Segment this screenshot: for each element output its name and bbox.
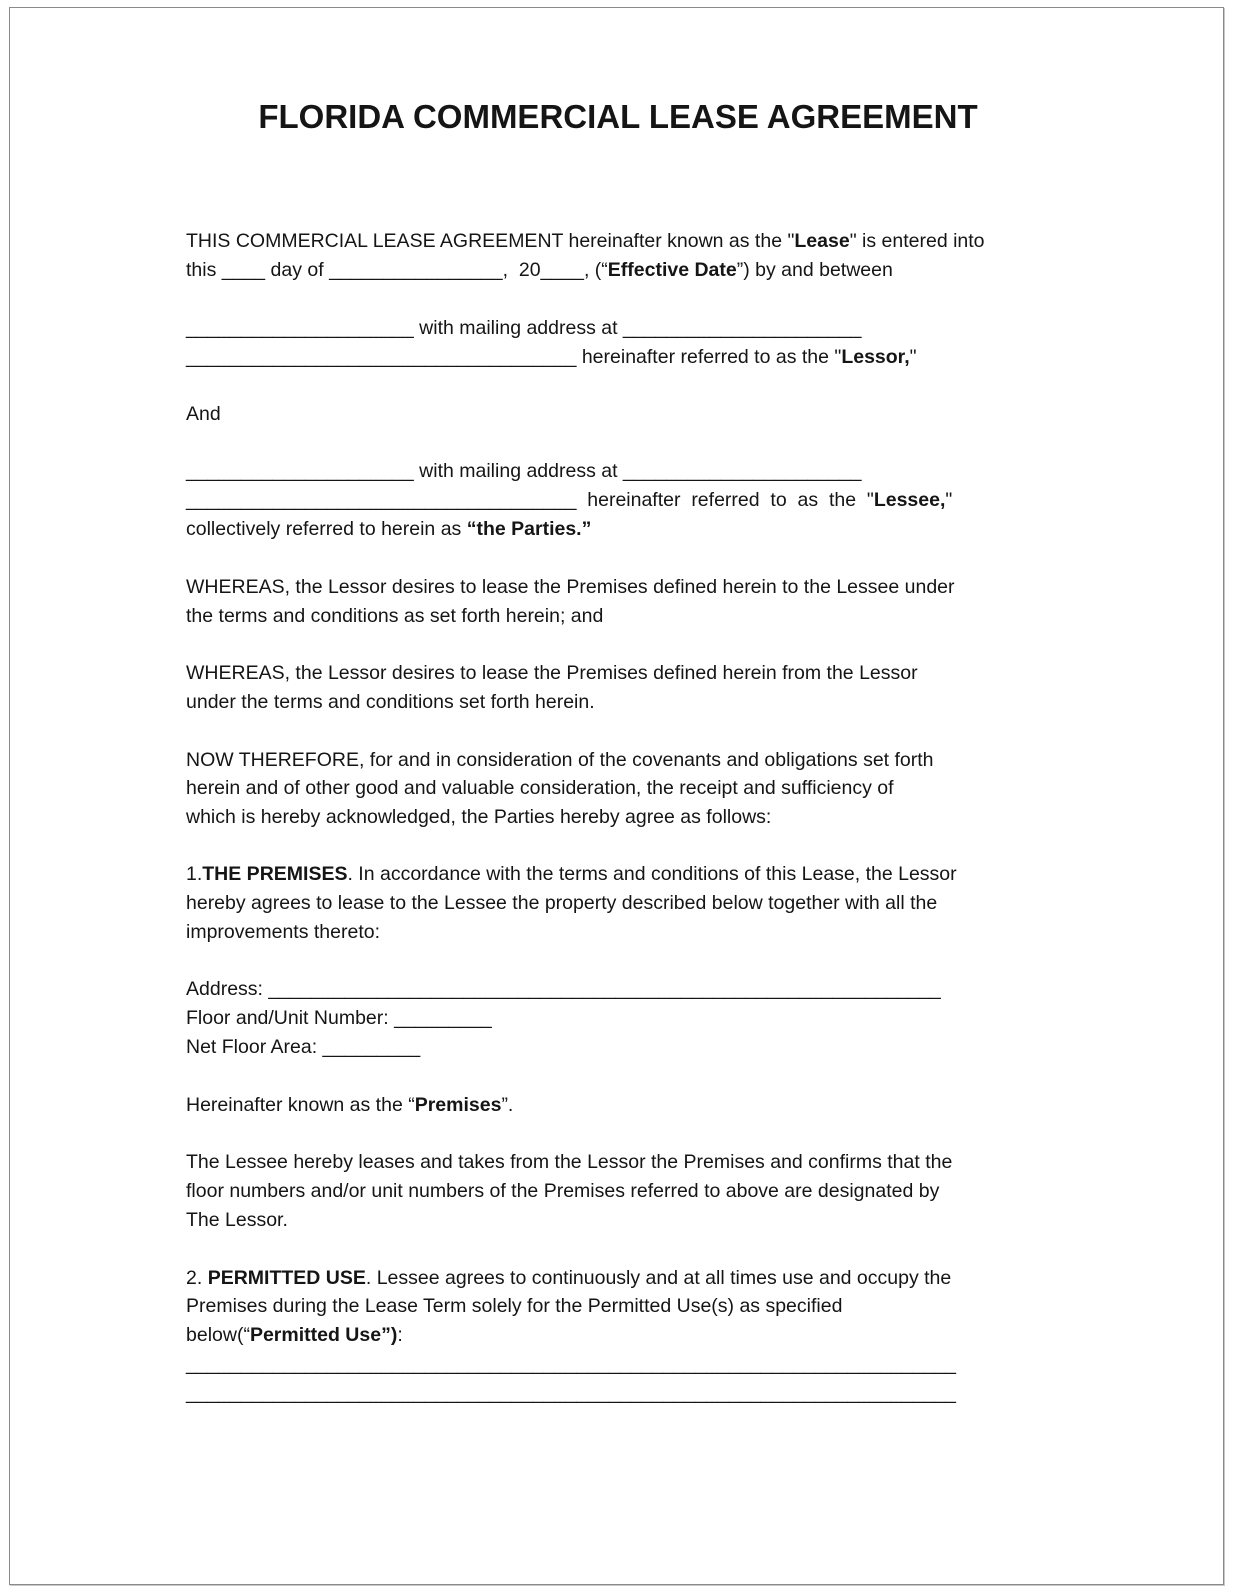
- section1-line-2: hereby agrees to lease to the Lessee the property described below together with all the: [186, 892, 938, 914]
- whereas2-line-1: WHEREAS, the Lessor desires to lease the Premises defined herein from the Lessor: [186, 662, 918, 684]
- whereas1-line-2: the terms and conditions as set forth herein; and: [186, 605, 604, 627]
- lessee-line-1: _____________________ with mailing address at ______________________: [186, 460, 862, 482]
- section1-line-3: improvements thereto:: [186, 921, 381, 943]
- and-text: And: [186, 403, 221, 425]
- intro-line-2: this ____ day of ________________, 20____, (“Effective Date”) by and between: [186, 259, 893, 281]
- now-therefore-line-1: NOW THEREFORE, for and in consideration of the covenants and obligations set forth: [186, 749, 934, 771]
- section2-line-3: below(“Permitted Use”):: [186, 1324, 403, 1346]
- lessee-leases-line-3: The Lessor.: [186, 1209, 288, 1231]
- section2-heading: PERMITTED USE: [207, 1267, 366, 1289]
- section1-heading: THE PREMISES: [202, 863, 348, 885]
- lessor-line-2: ____________________________________ hereinafter referred to as the "Lessor,": [186, 346, 917, 368]
- intro-line-1: THIS COMMERCIAL LEASE AGREEMENT hereinafter known as the "Lease" is entered into: [186, 230, 985, 252]
- permitted-use-blank-1: _______________________________________________________________________: [186, 1353, 956, 1375]
- net-floor-area-field: Net Floor Area: _________: [186, 1036, 421, 1058]
- document-title: FLORIDA COMMERCIAL LEASE AGREEMENT: [258, 98, 978, 135]
- now-therefore-line-3: which is hereby acknowledged, the Parties hereby agree as follows:: [186, 806, 772, 828]
- whereas1-line-1: WHEREAS, the Lessor desires to lease the Premises defined herein to the Lessee under: [186, 576, 955, 598]
- whereas2-line-2: under the terms and conditions set forth herein.: [186, 691, 595, 713]
- now-therefore-line-2: herein and of other good and valuable consideration, the receipt and sufficiency of: [186, 777, 894, 799]
- lessee-leases-line-1: The Lessee hereby leases and takes from the Lessor the Premises and confirms that the: [186, 1151, 953, 1173]
- floor-unit-field: Floor and/Unit Number: _________: [186, 1007, 492, 1029]
- section1-line-1: 1.THE PREMISES. In accordance with the terms and conditions of this Lease, the Lessor: [186, 863, 957, 885]
- address-field: Address: ______________________________________________________________: [186, 978, 941, 1000]
- lessor-line-1: _____________________ with mailing address at ______________________: [186, 317, 862, 339]
- section2-line-1: 2. PERMITTED USE. Lessee agrees to continuously and at all times use and occupy the: [186, 1267, 952, 1289]
- section2-line-2: Premises during the Lease Term solely for the Permitted Use(s) as specified: [186, 1295, 843, 1317]
- lessee-leases-line-2: floor numbers and/or unit numbers of the Premises referred to above are designated by: [186, 1180, 940, 1202]
- lessee-line-3: collectively referred to herein as “the Parties.”: [186, 518, 592, 540]
- lessee-line-2: ____________________________________ hereinafter referred to as the "Lessee,": [186, 489, 953, 511]
- permitted-use-blank-2: _______________________________________________________________________: [186, 1382, 956, 1404]
- premises-definition: Hereinafter known as the “Premises”.: [186, 1094, 514, 1116]
